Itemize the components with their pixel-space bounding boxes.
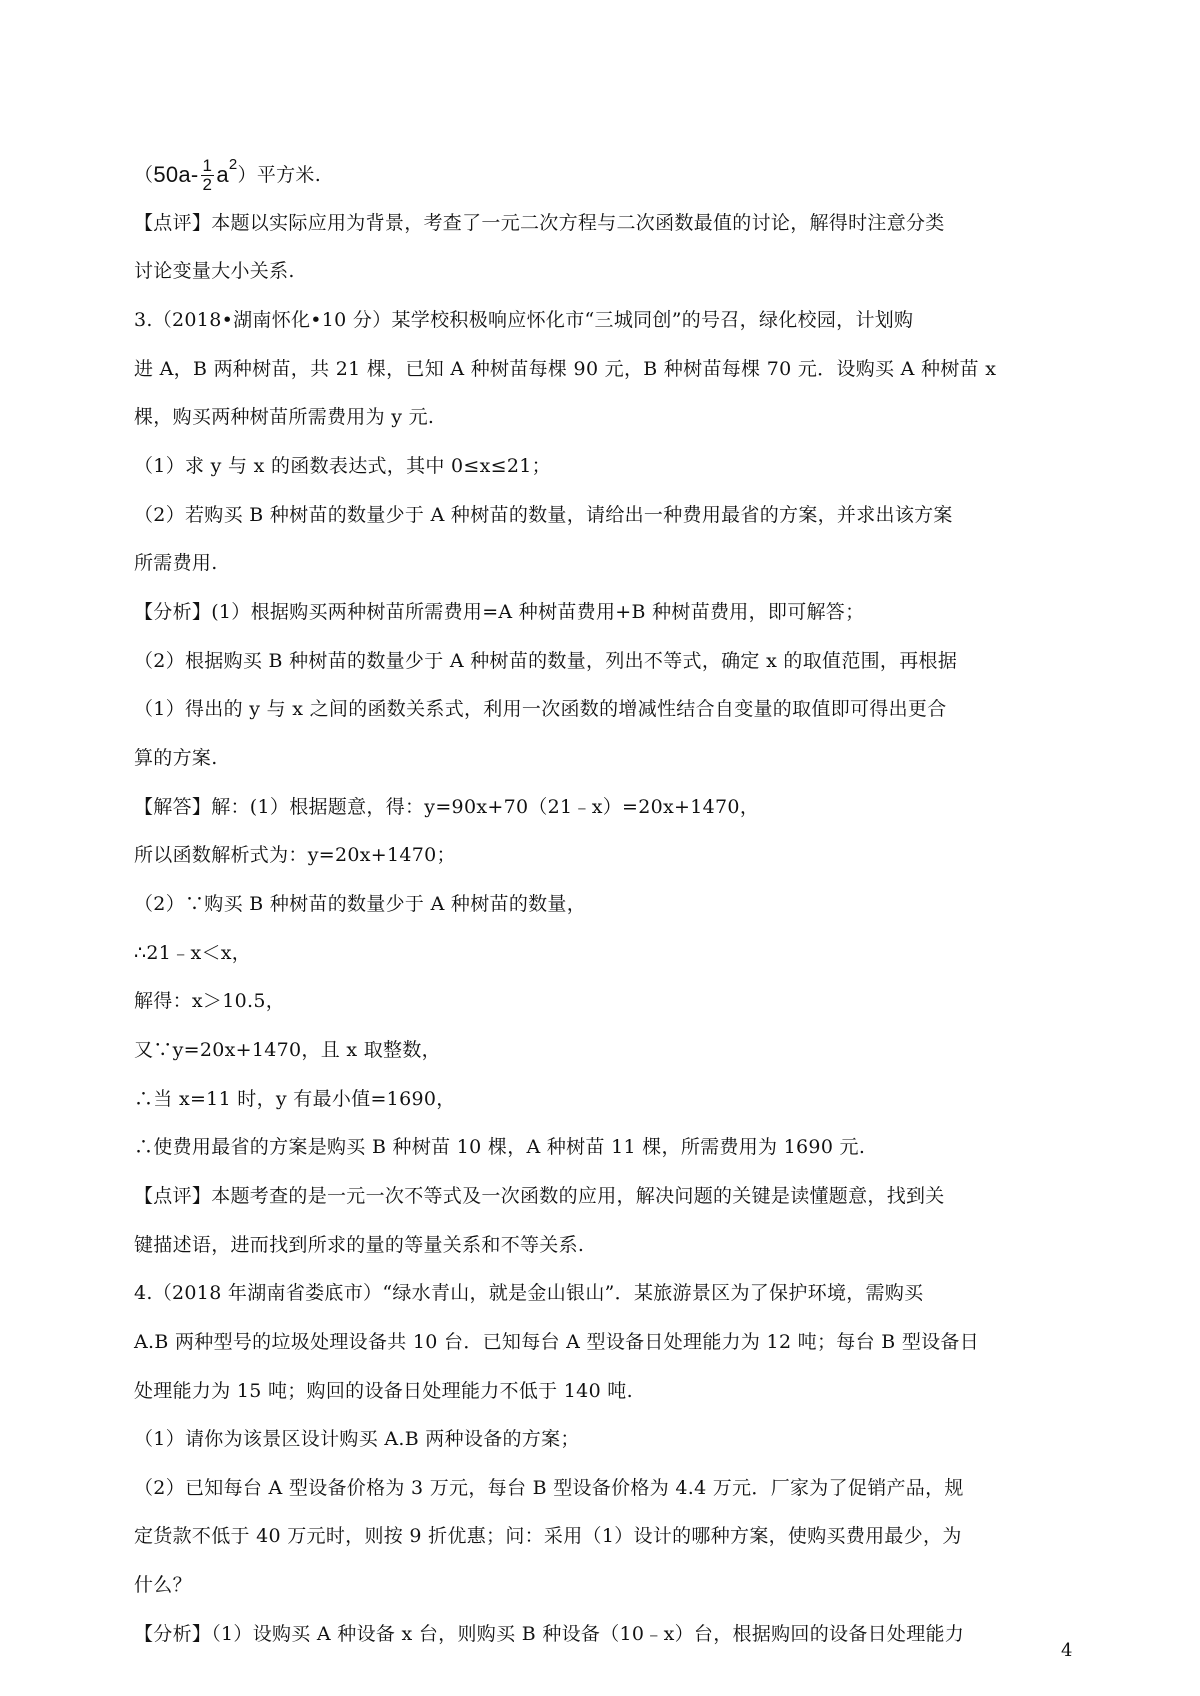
text-line: 【分析】(1）根据购买两种树苗所需费用=A 种树苗费用+B 种树苗费用，即可解答； [134,601,865,623]
text-line: 又∵y=20x+1470，且 x 取整数， [134,1039,441,1061]
page-number: 4 [1061,1640,1073,1661]
text-line: （2）根据购买 B 种树苗的数量少于 A 种树苗的数量，列出不等式，确定 x 的取值范围，再根据 [134,650,958,672]
fraction [201,157,215,194]
text-line: 棵，购买两种树苗所需费用为 y 元. [134,406,435,428]
text-line: （1）请你为该景区设计购买 A.B 两种设备的方案； [134,1428,580,1450]
text-line: 讨论变量大小关系. [134,260,295,282]
text-line: ∴21﹣x＜x， [134,942,252,964]
text-line: 【解答】解：(1）根据题意，得：y=90x+70（21﹣x）=20x+1470， [134,796,760,818]
text-line: ∴当 x=11 时，y 有最小值=1690， [134,1088,456,1110]
formula-line [134,150,321,200]
text-line: 所需费用. [134,552,218,574]
text-line: A.B 两种型号的垃圾处理设备共 10 台．已知每台 A 型设备日处理能力为 12 吨；每台 B 型设备日 [134,1331,980,1353]
fraction-numerator: 1 [202,155,213,175]
text-line: 定货款不低于 40 万元时，则按 9 折优惠；问：采用（1）设计的哪种方案，使购买费用最少，为 [134,1525,962,1547]
text-line: 【点评】本题考查的是一元一次不等式及一次函数的应用，解决问题的关键是读懂题意，找到关 [134,1185,945,1207]
text-line: 3.（2018•湖南怀化•10 分）某学校积极响应怀化市“三城同创”的号召，绿化校园，计划购 [134,309,914,331]
text-line: 【分析】（1）设购买 A 种设备 x 台，则购买 B 种设备（10﹣x）台，根据购回的设备日处理能力 [134,1623,965,1645]
fraction-denominator: 2 [202,174,213,194]
text-line: 4.（2018 年湖南省娄底市）“绿水青山，就是金山银山”．某旅游景区为了保护环境，需购买 [134,1282,924,1304]
formula-close: ）平方米. [237,164,322,186]
text-line: 【点评】本题以实际应用为背景，考查了一元二次方程与二次函数最值的讨论，解得时注意分类 [134,212,945,234]
text-line: 算的方案. [134,747,218,769]
formula-term1: 50a- [153,162,199,187]
text-line: （1）得出的 y 与 x 之间的函数关系式，利用一次函数的增减性结合自变量的取值即可得出更合 [134,698,947,720]
formula-exponent: 2 [228,156,238,173]
text-line: 进 A，B 两种树苗，共 21 棵，已知 A 种树苗每棵 90 元，B 种树苗每棵 70 元．设购买 A 种树苗 x [134,358,997,380]
text-line: （2）若购买 B 种树苗的数量少于 A 种树苗的数量，请给出一种费用最省的方案，并求出该方案 [134,504,953,526]
text-line: 所以函数解析式为：y=20x+1470； [134,844,456,866]
text-line: 键描述语，进而找到所求的量的等量关系和不等关系. [134,1234,585,1256]
formula-open: （ [134,164,154,186]
text-line: ∴使费用最省的方案是购买 B 种树苗 10 棵，A 种树苗 11 棵，所需费用为 1690 元. [134,1136,866,1158]
formula-term2: a [216,162,229,187]
text-line: 解得：x＞10.5， [134,990,286,1012]
text-line: （1）求 y 与 x 的函数表达式，其中 0≤x≤21； [134,455,551,477]
text-line: （2）已知每台 A 型设备价格为 3 万元，每台 B 型设备价格为 4.4 万元．厂家为了促销产品，规 [134,1477,964,1499]
text-line: （2）∵购买 B 种树苗的数量少于 A 种树苗的数量， [134,893,587,915]
text-line: 什么？ [134,1574,192,1596]
text-line: 处理能力为 15 吨；购回的设备日处理能力不低于 140 吨. [134,1380,633,1402]
